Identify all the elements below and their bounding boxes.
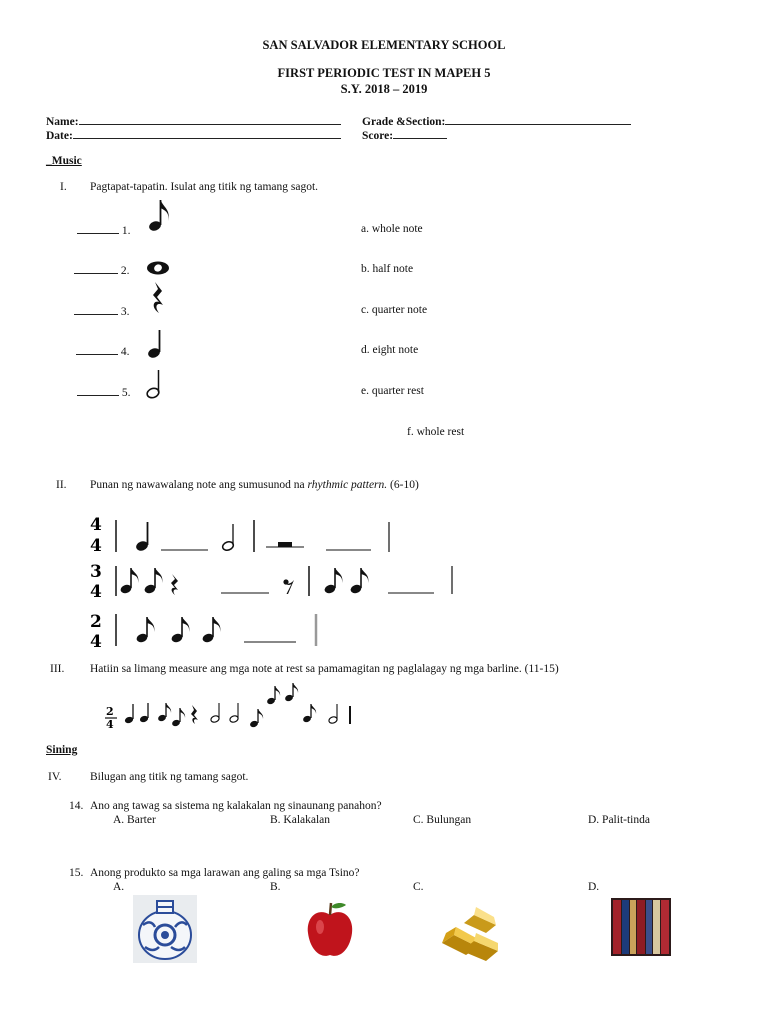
half-rest-icon (278, 542, 292, 547)
eighth-note-icon (143, 568, 162, 595)
eighth-note-icon (171, 708, 185, 727)
eighth-note-icon (201, 617, 220, 644)
time-sig-bottom: 4 (106, 718, 114, 731)
part2-text: Punan ng nawawalang note ang sumusunod na (90, 479, 308, 491)
time-sig-top: 2 (90, 612, 102, 632)
part2-numeral: II. (56, 479, 67, 491)
answer-blank[interactable] (74, 304, 118, 315)
q15-option-a[interactable]: A. (113, 881, 125, 893)
answer-blank[interactable] (76, 344, 118, 355)
time-sig-bottom: 4 (90, 582, 102, 602)
answer-blank[interactable] (77, 223, 119, 234)
half-note-icon (210, 703, 220, 723)
item-number: 2. (120, 265, 130, 277)
q14-option-c[interactable]: C. Bulungan (413, 814, 472, 826)
part1-instruction: Pagtapat-tapatin. Isulat ang titik ng tamang sagot. (90, 181, 319, 193)
matching-item (74, 304, 130, 318)
eighth-note-icon (135, 617, 154, 644)
porcelain-vase-image[interactable] (133, 895, 197, 963)
choice-whole-note: a. whole note (361, 223, 423, 235)
matching-item (74, 263, 130, 277)
part4-instruction: Bilugan ang titik ng tamang sagot. (90, 771, 249, 783)
name-blank[interactable] (79, 114, 341, 125)
q15-option-c[interactable]: C. (413, 881, 424, 893)
q14-question: Ano ang tawag sa sistema ng kalakalan ng sinaunang panahon? (90, 800, 382, 812)
part1-numeral: I. (60, 181, 67, 193)
time-sig-top: 3 (90, 562, 102, 582)
time-sig-top: 2 (106, 705, 114, 718)
school-name: SAN SALVADOR ELEMENTARY SCHOOL (262, 38, 506, 52)
grade-label: Grade &Section: (362, 116, 446, 128)
quarter-note-icon (139, 703, 149, 723)
quarter-note-icon (144, 328, 168, 360)
part3-instruction: Hatiin sa limang measure ang mga note at rest sa pamamagitan ng paglalagay ng mga barline. (11-15) (90, 663, 559, 675)
choice-quarter-note: c. quarter note (361, 304, 428, 316)
apple-image[interactable] (304, 899, 356, 961)
item-number: 3. (120, 306, 130, 318)
matching-item (77, 385, 131, 399)
time-sig-top: 4 (90, 515, 102, 535)
part2-italic: rhythmic pattern. (307, 479, 388, 491)
choice-half-note: b. half note (361, 263, 414, 275)
score-label: Score: (362, 130, 394, 142)
q15-number: 15. (69, 867, 84, 879)
date-label: Date: (46, 130, 73, 142)
quarter-rest-icon (191, 705, 198, 724)
choice-whole-rest: f. whole rest (407, 426, 465, 438)
q15-question: Anong produkto sa mga larawan ang galing sa mga Tsino? (90, 867, 360, 879)
score-field[interactable] (362, 128, 447, 142)
q15-option-b[interactable]: B. (270, 881, 281, 893)
sining-section-title: Sining (46, 744, 78, 756)
half-note-icon (229, 703, 239, 723)
half-note-icon (221, 524, 234, 552)
grade-blank[interactable] (445, 114, 631, 125)
date-blank[interactable] (73, 128, 341, 139)
answer-blank[interactable] (77, 385, 119, 396)
gold-bars-image[interactable] (438, 899, 502, 961)
item-number: 1. (121, 225, 131, 237)
choice-eight-note: d. eight note (361, 344, 419, 356)
rhythm-pattern-1 (86, 512, 406, 556)
q14-option-a[interactable]: A. Barter (113, 814, 156, 826)
eighth-rest-icon (283, 579, 294, 594)
choice-quarter-rest: e. quarter rest (361, 385, 424, 397)
answer-blank[interactable] (74, 263, 118, 274)
name-field[interactable] (46, 114, 341, 128)
time-sig-bottom: 4 (90, 632, 102, 652)
quarter-rest-icon (171, 574, 178, 595)
eighth-note-icon (302, 704, 316, 723)
q15-option-d[interactable]: D. (588, 881, 600, 893)
half-note-icon (143, 368, 167, 400)
textile-image[interactable] (611, 898, 671, 956)
barline-exercise (100, 682, 370, 732)
half-note-icon (328, 704, 338, 724)
name-label: Name: (46, 116, 79, 128)
eighth-note-icon (284, 683, 298, 702)
eighth-note-icon (349, 568, 368, 595)
eighth-note-icon (157, 703, 171, 722)
quarter-note-icon (135, 522, 149, 552)
q14-option-d[interactable]: D. Palit-tinda (588, 814, 650, 826)
eighth-note-icon (249, 709, 263, 728)
matching-item (77, 223, 131, 237)
matching-item (76, 344, 130, 358)
date-field[interactable] (46, 128, 341, 142)
eighth-note-icon (323, 568, 342, 595)
music-section-title: _Music (46, 155, 82, 167)
quarter-rest-icon (146, 280, 170, 316)
quarter-note-icon (124, 704, 134, 724)
whole-note-icon (144, 258, 174, 278)
part3-numeral: III. (50, 663, 65, 675)
eighth-note-icon (170, 617, 189, 644)
part2-range: (6-10) (387, 479, 419, 491)
eighth-note-icon (140, 196, 180, 236)
test-title: FIRST PERIODIC TEST IN MAPEH 5 (277, 66, 491, 80)
eighth-note-icon (266, 686, 280, 705)
item-number: 4. (120, 346, 130, 358)
school-year: S.Y. 2018 – 2019 (340, 82, 428, 96)
item-number: 5. (121, 387, 131, 399)
rhythm-pattern-2 (86, 560, 466, 604)
rhythm-pattern-3 (86, 608, 336, 652)
q14-option-b[interactable]: B. Kalakalan (270, 814, 331, 826)
q14-number: 14. (69, 800, 84, 812)
part2-instruction (90, 479, 419, 491)
grade-section-field[interactable] (362, 114, 631, 128)
time-sig-bottom: 4 (90, 536, 102, 556)
score-blank[interactable] (393, 128, 447, 139)
eighth-note-icon (119, 568, 138, 595)
part4-numeral: IV. (48, 771, 62, 783)
